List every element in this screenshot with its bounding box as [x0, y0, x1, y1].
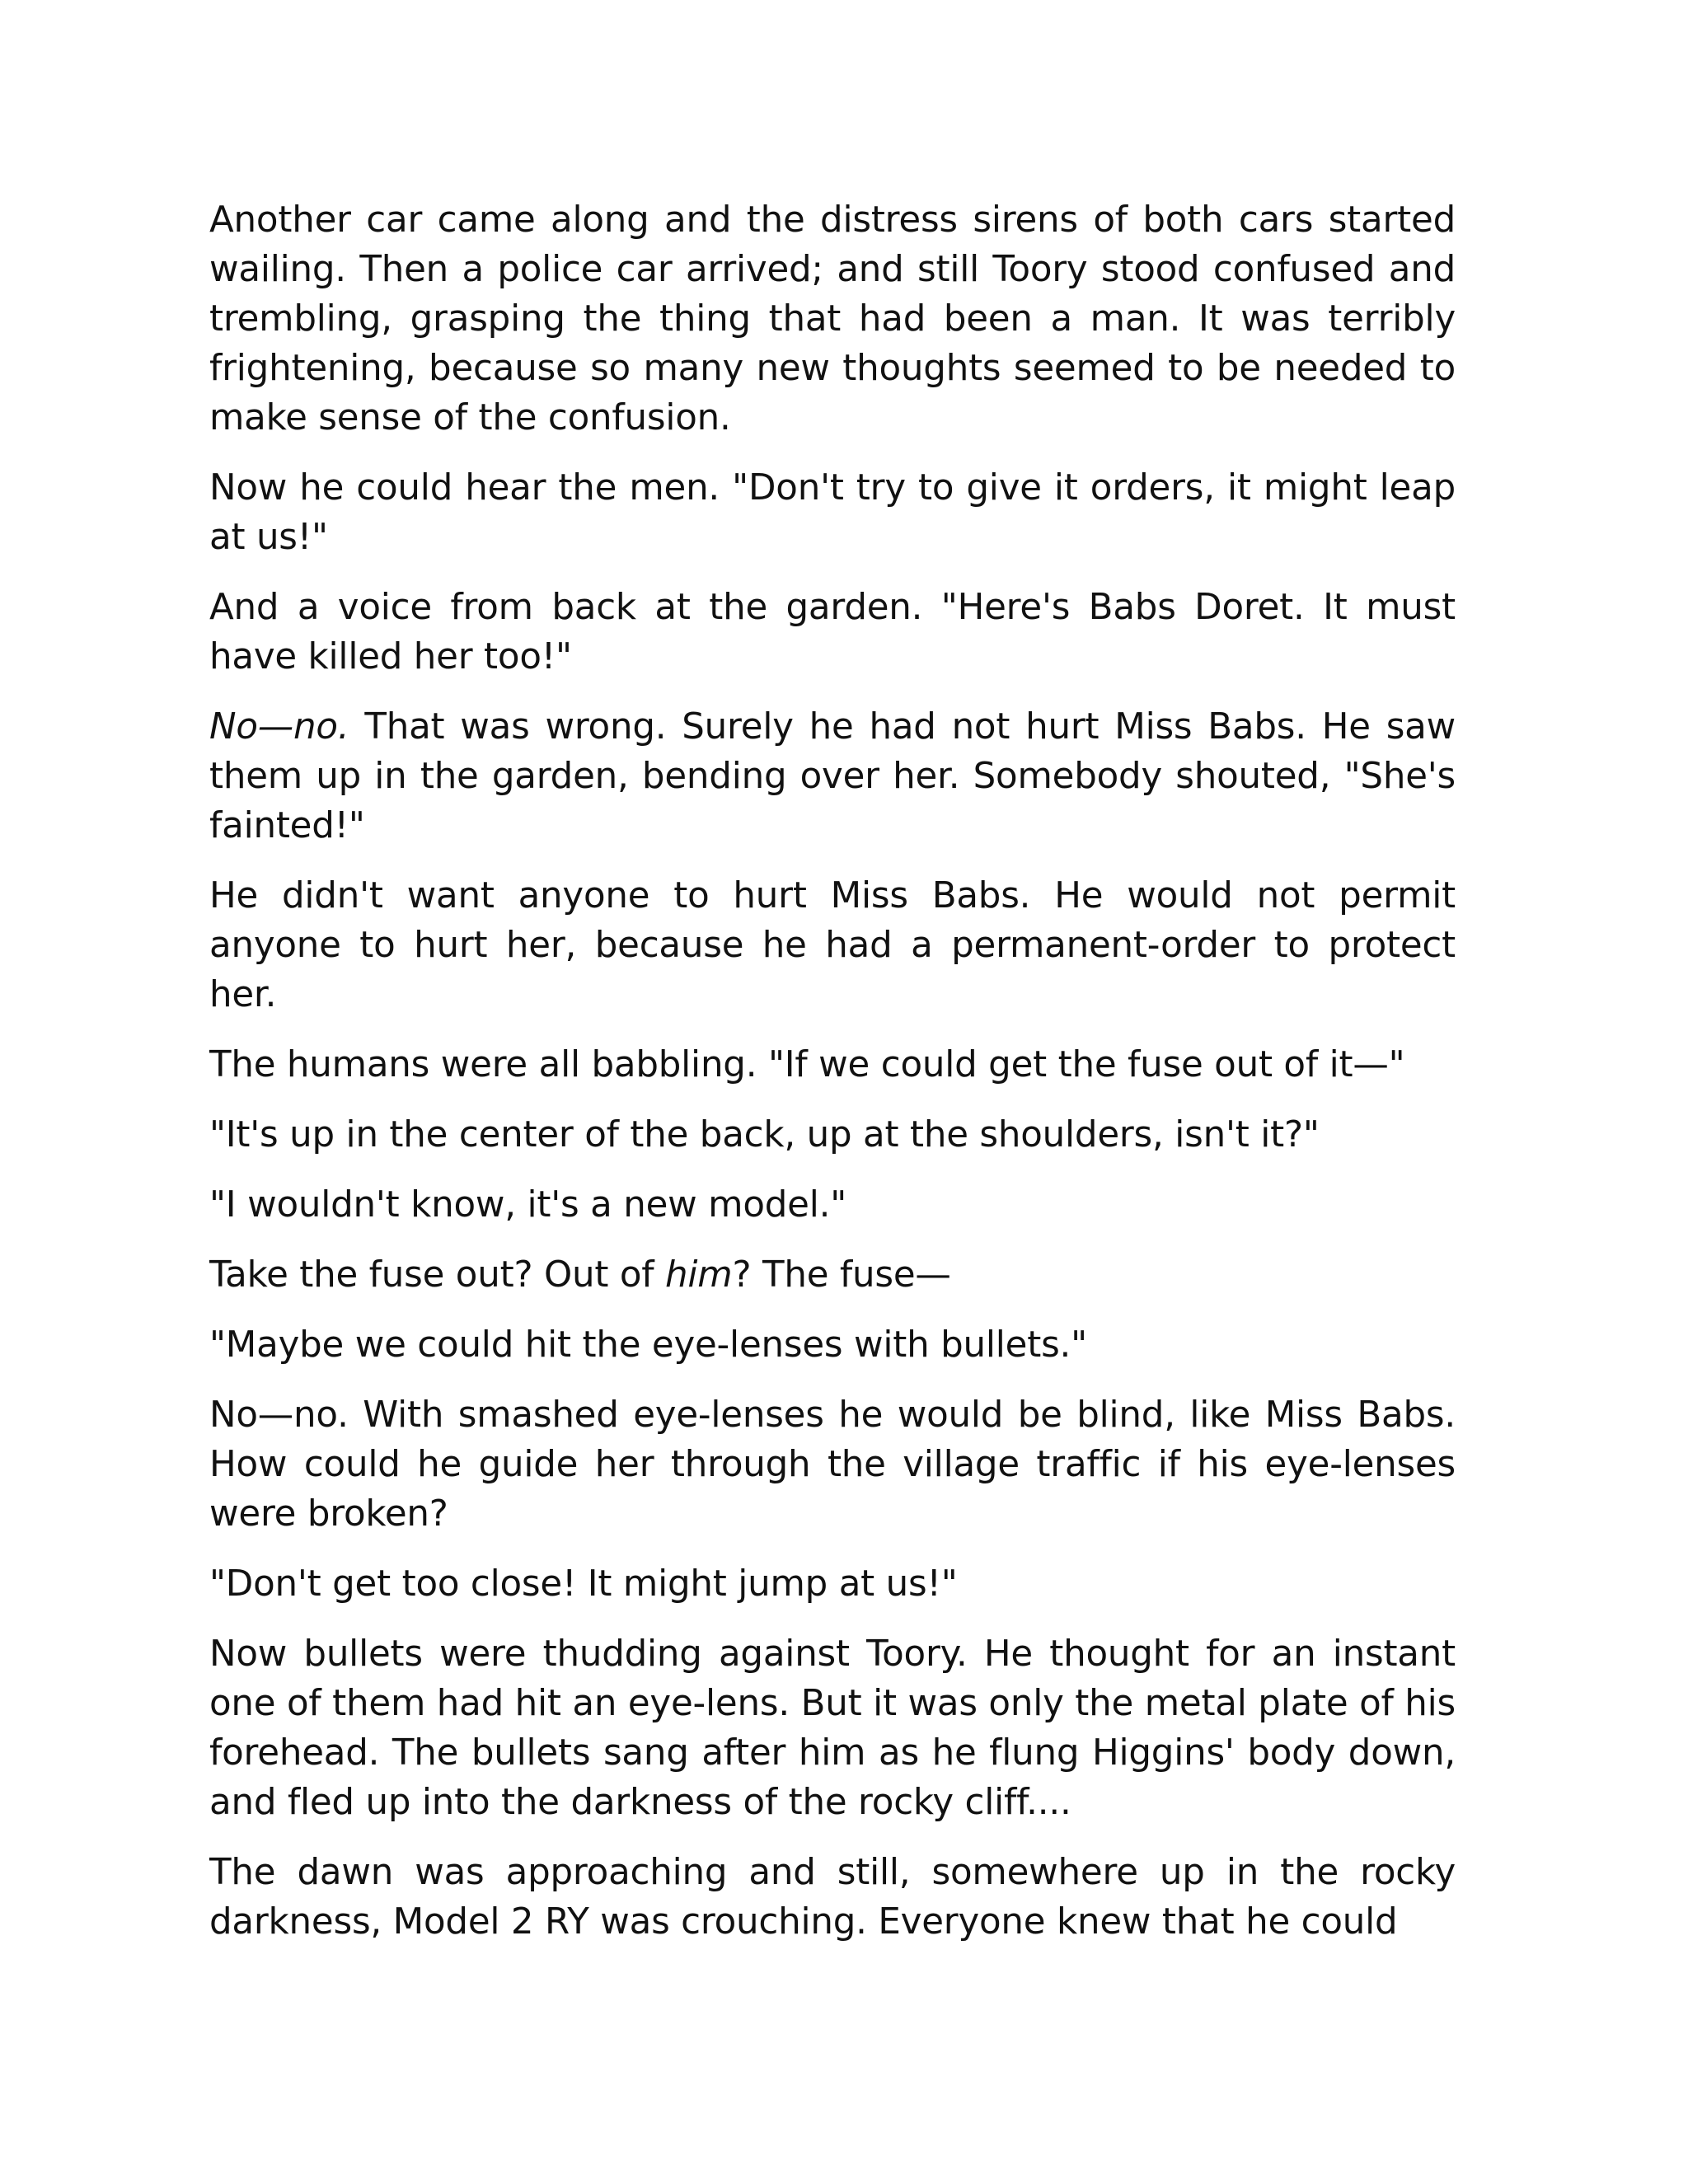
paragraph-text: "It's up in the center of the back, up at the shoulders, isn't it?"	[209, 1114, 1320, 1155]
paragraph-text: "I wouldn't know, it's a new model."	[209, 1184, 847, 1226]
page-body	[209, 195, 1456, 1967]
paragraph-text: The dawn was approaching and still, somewhere up in the rocky darkness, Model 2 RY was crouching. Everyone knew that he could	[209, 1852, 1456, 1943]
paragraph	[209, 583, 1456, 682]
paragraph-text: The humans were all babbling. "If we could get the fuse out of it—"	[209, 1044, 1405, 1085]
paragraph	[209, 463, 1456, 562]
paragraph	[209, 1848, 1456, 1947]
paragraph-text: "Don't get too close! It might jump at us!"	[209, 1563, 958, 1605]
paragraph	[209, 195, 1456, 443]
paragraph	[209, 1180, 1456, 1230]
paragraph	[209, 1559, 1456, 1609]
paragraph-text: Now bullets were thudding against Toory. He thought for an instant one of them had hit an eye-lens. But it was only the metal plate of his forehead. The bullets sang after him as he flung Higgins' body down, and fled up into the darkness of the rocky cliff....	[209, 1633, 1456, 1823]
italic-text: No—no.	[209, 706, 349, 748]
paragraph	[209, 871, 1456, 1019]
paragraph	[209, 1390, 1456, 1539]
paragraph-text: He didn't want anyone to hurt Miss Babs. He would not permit anyone to hurt her, because he had a permanent-order to protect her.	[209, 875, 1456, 1015]
paragraph-text: Another car came along and the distress sirens of both cars started wailing. Then a police car arrived; and still Toory stood confused and trembling, grasping the thing that had been a man. It was terribly frightening, because so many new thoughts seemed to be needed to make sense of the confusion.	[209, 199, 1456, 438]
italic-text: him	[665, 1254, 733, 1296]
paragraph	[209, 1110, 1456, 1160]
paragraph	[209, 1629, 1456, 1827]
paragraph-text: No—no. With smashed eye-lenses he would be blind, like Miss Babs. How could he guide her through the village traffic if his eye-lenses were broken?	[209, 1394, 1456, 1535]
paragraph-text: "Maybe we could hit the eye-lenses with bullets."	[209, 1324, 1087, 1366]
paragraph	[209, 702, 1456, 851]
paragraph-text: Take the fuse out? Out of	[209, 1254, 666, 1296]
paragraph	[209, 1040, 1456, 1090]
paragraph-text: ? The fuse—	[732, 1254, 951, 1296]
paragraph-text: That was wrong. Surely he had not hurt Miss Babs. He saw them up in the garden, bending over her. Somebody shouted, "She's fainted!"	[209, 706, 1456, 846]
paragraph-text: Now he could hear the men. "Don't try to give it orders, it might leap at us!"	[209, 467, 1456, 558]
paragraph	[209, 1320, 1456, 1370]
paragraph	[209, 1250, 1456, 1300]
paragraph-text: And a voice from back at the garden. "Here's Babs Doret. It must have killed her too!"	[209, 587, 1456, 677]
